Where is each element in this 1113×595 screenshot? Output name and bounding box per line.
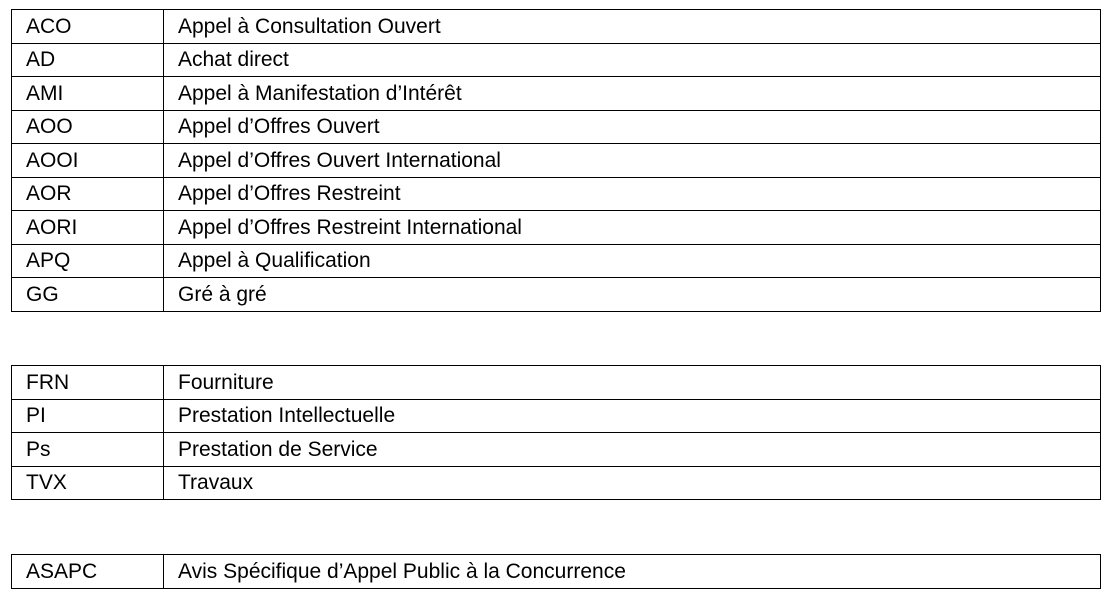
abbreviation-code: FRN	[12, 366, 164, 400]
abbreviation-meaning: Prestation Intellectuelle	[164, 399, 1101, 433]
table-row	[12, 555, 1101, 589]
abbreviation-code: AD	[12, 43, 164, 77]
notice-abbreviations-table	[11, 554, 1101, 589]
table-row	[12, 144, 1101, 178]
table-row	[12, 244, 1101, 278]
abbreviation-meaning: Fourniture	[164, 366, 1101, 400]
abbreviation-code: AORI	[12, 211, 164, 245]
procedure-abbreviations-table	[11, 9, 1101, 312]
table-row	[12, 43, 1101, 77]
table-row	[12, 77, 1101, 111]
abbreviation-meaning: Appel à Qualification	[164, 244, 1101, 278]
table-row	[12, 110, 1101, 144]
table-row	[12, 278, 1101, 312]
abbreviation-meaning: Avis Spécifique d’Appel Public à la Concurrence	[164, 555, 1101, 589]
abbreviation-code: GG	[12, 278, 164, 312]
abbreviation-code: AMI	[12, 77, 164, 111]
table-row	[12, 366, 1101, 400]
abbreviation-meaning: Gré à gré	[164, 278, 1101, 312]
abbreviation-meaning: Prestation de Service	[164, 433, 1101, 467]
table-row	[12, 211, 1101, 245]
abbreviation-meaning: Appel d’Offres Restreint International	[164, 211, 1101, 245]
abbreviation-meaning: Appel à Consultation Ouvert	[164, 10, 1101, 44]
category-abbreviations-table	[11, 365, 1101, 500]
abbreviation-code: PI	[12, 399, 164, 433]
abbreviation-meaning: Appel d’Offres Ouvert	[164, 110, 1101, 144]
abbreviation-code: ASAPC	[12, 555, 164, 589]
table-row	[12, 399, 1101, 433]
abbreviation-code: APQ	[12, 244, 164, 278]
abbreviation-meaning: Appel à Manifestation d’Intérêt	[164, 77, 1101, 111]
abbreviation-code: TVX	[12, 466, 164, 500]
abbreviation-code: Ps	[12, 433, 164, 467]
abbreviation-meaning: Appel d’Offres Restreint	[164, 177, 1101, 211]
table-row	[12, 177, 1101, 211]
abbreviation-code: AOOI	[12, 144, 164, 178]
table-row	[12, 10, 1101, 44]
abbreviation-meaning: Achat direct	[164, 43, 1101, 77]
abbreviation-code: AOO	[12, 110, 164, 144]
table-row	[12, 466, 1101, 500]
abbreviation-code: ACO	[12, 10, 164, 44]
abbreviation-meaning: Appel d’Offres Ouvert International	[164, 144, 1101, 178]
abbreviation-code: AOR	[12, 177, 164, 211]
abbreviation-meaning: Travaux	[164, 466, 1101, 500]
table-row	[12, 433, 1101, 467]
